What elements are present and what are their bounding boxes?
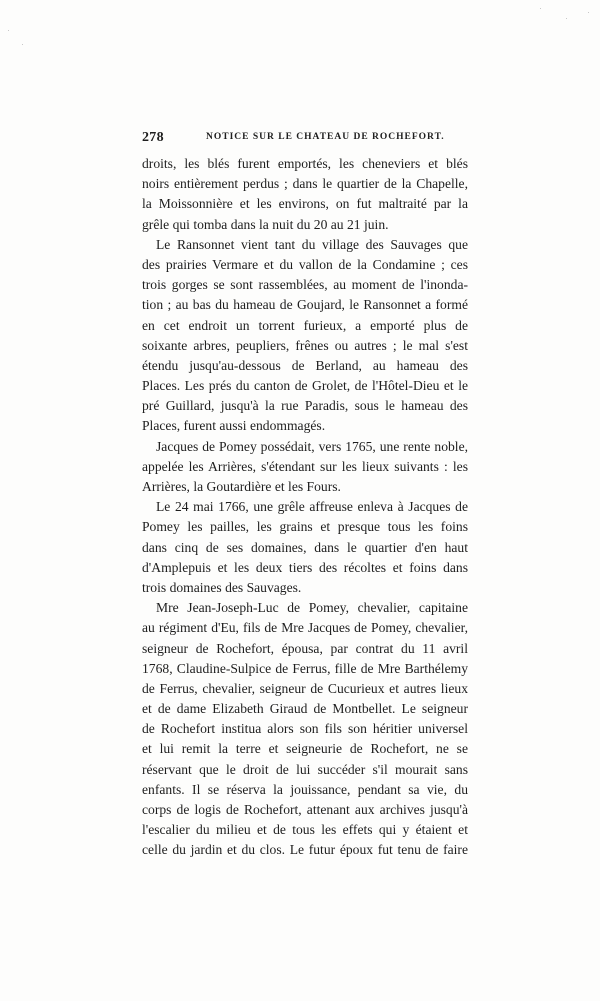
text-line: réservant que le droit de lui succéder s'il mourait sans [142,761,468,777]
text-line: Places, furent aussi endommagés. [142,418,326,434]
text-line: au régiment d'Eu, fils de Mre Jacques de Pomey, chevalier, [142,620,468,636]
text-line: trois domaines des Sauvages. [142,579,302,595]
text-line: Pomey les pailles, les grains et presque tous les foins [142,519,468,535]
text-line: noirs entièrement perdus ; dans le quartier de la Chapelle, [142,176,468,192]
text-line: de Rochefort institua alors son fils son héritier universel [142,721,468,737]
paragraph [142,437,468,498]
text-line: l'escalier du milieu et de tous les effets qui y étaient et [142,822,468,838]
text-line: et de dame Elizabeth Giraud de Montbellet. Le seigneur [142,701,468,717]
paragraph [142,154,468,235]
text-line: en cet endroit un torrent furieux, a emporté plus de [142,317,468,333]
text-line: soixante arbres, peupliers, frênes ou autres ; le mal s'est [142,337,468,353]
text-line: appelée les Arrières, s'étendant sur les lieux suivants : les [142,458,468,474]
scan-speck [540,8,541,9]
text-line: enfants. Il se réserva la jouissance, pendant sa vie, du [142,781,468,797]
text-line: tion ; au bas du hameau de Goujard, le Ransonnet a formé [142,297,468,313]
text-line: celle du jardin et du clos. Le futur époux fut tenu de faire [142,842,468,858]
text-line: la Moissonnière et les environs, on fut maltraité par la [142,196,468,212]
text-line: trois gorges se sont rassemblées, au moment de l'inonda- [142,277,468,293]
text-line: droits, les blés furent emportés, les cheneviers et blés [142,156,468,171]
paragraph [142,235,468,437]
body-text [142,154,468,861]
text-line: Arrières, la Goutardière et les Fours. [142,479,341,494]
text-line: et lui remit la terre et seigneurie de Rochefort, ne se [142,741,468,757]
paragraph [142,497,468,598]
scan-speck [8,30,9,31]
scan-speck [566,18,567,19]
text-line: d'Amplepuis et les deux tiers des récoltes et foins dans [142,559,468,575]
text-line: Mre Jean-Joseph-Luc de Pomey, chevalier, capitaine [156,600,468,616]
text-line: pré Guillard, jusqu'à la rue Paradis, sous le hameau des [142,398,468,414]
text-line: des prairies Vermare et du vallon de la Condamine ; ces [142,256,468,272]
text-line: dans cinq de ses domaines, dans le quartier d'en haut [142,539,468,555]
text-line: de Ferrus, chevalier, seigneur de Cucurieux et autres lieux [142,680,468,696]
text-line: Places. Les prés du canton de Grolet, de l'Hôtel-Dieu et le [142,378,468,394]
paragraph [142,598,468,860]
text-line: seigneur de Rochefort, épousa, par contrat du 11 avril [142,640,468,656]
scan-speck [588,12,589,13]
scan-speck [22,44,23,45]
text-line: grêle qui tomba dans la nuit du 20 au 21 juin. [142,216,389,232]
page-number: 278 [142,130,164,145]
text-line: 1768, Claudine-Sulpice de Ferrus, fille de Mre Barthélemy [142,660,468,676]
text-line: Le 24 mai 1766, une grêle affreuse enleva à Jacques de [156,499,468,515]
text-line: Jacques de Pomey possédait, vers 1765, une rente noble, [156,438,468,454]
text-line: Le Ransonnet vient tant du village des Sauvages que [156,236,468,252]
page-header [142,130,468,148]
text-line: corps de logis de Rochefort, attenant aux archives jusqu'à [142,802,468,817]
text-line: étendu jusqu'au-dessous de Berland, au hameau des [142,357,468,373]
running-title: NOTICE SUR LE CHATEAU DE ROCHEFORT. [206,132,445,142]
